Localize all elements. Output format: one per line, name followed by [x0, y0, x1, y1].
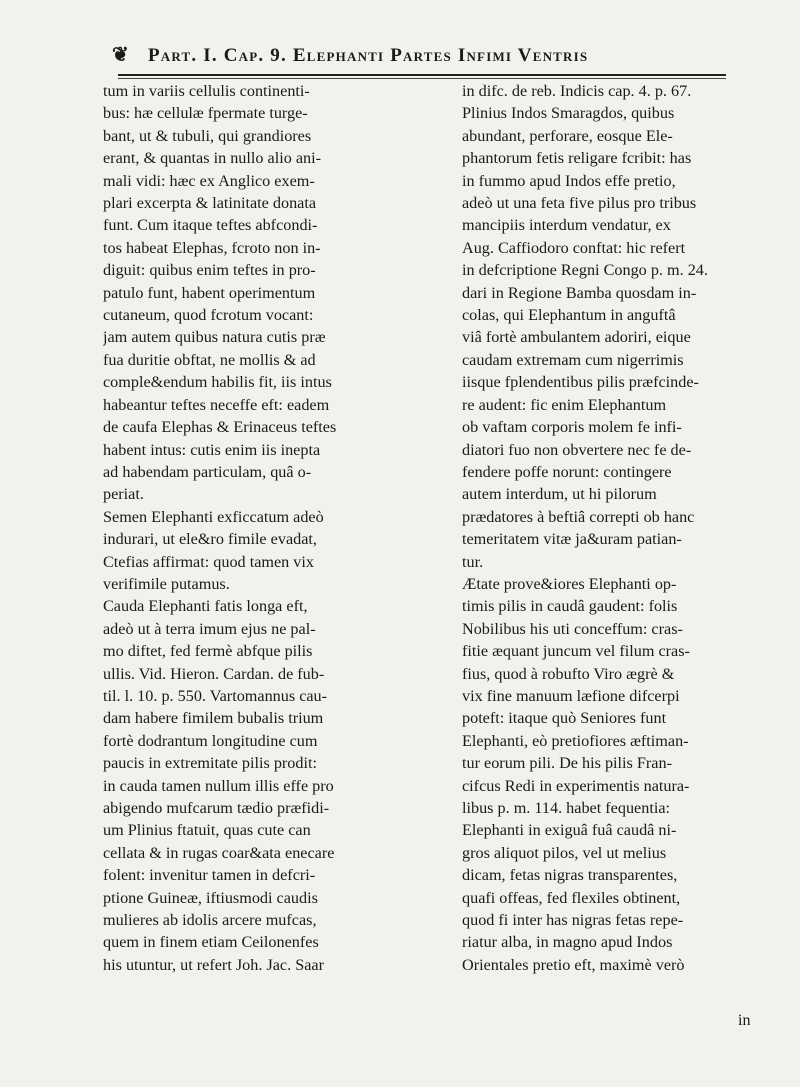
- text-line: Ctefias affirmat: quod tamen vix: [103, 552, 314, 571]
- text-line: timis pilis in caudâ gaudent: folis: [462, 597, 678, 616]
- text-line: fendere poffe norunt: contingere: [462, 462, 672, 481]
- text-line: prædatores à beftiâ correpti ob hanc: [462, 507, 695, 526]
- text-line: verifimile putamus.: [103, 574, 230, 593]
- text-line: funt. Cum itaque teftes abfcondi-: [103, 216, 318, 235]
- text-line: quem in finem etiam Ceilonenfes: [103, 933, 319, 952]
- text-line: ptione Guineæ, iftiusmodi caudis: [103, 888, 318, 907]
- text-line: fortè dodrantum longitudine cum: [103, 731, 318, 750]
- left-column: [103, 80, 423, 976]
- text-line: plari excerpta & latinitate donata: [103, 194, 317, 213]
- text-line: periat.: [103, 485, 144, 504]
- text-line: mancipiis interdum vendatur, ex: [462, 216, 671, 235]
- text-line: Ætate prove&iores Elephanti op-: [462, 574, 677, 593]
- text-line: habeantur teftes neceffe eft: eadem: [103, 395, 330, 414]
- text-line: mulieres ab idolis arcere mufcas,: [103, 911, 317, 930]
- text-line: dicam, fetas nigras transparentes,: [462, 866, 678, 885]
- text-line: cellata & in rugas coar&ata enecare: [103, 843, 335, 862]
- text-line: mo diftet, fed fermè abfque pilis: [103, 642, 313, 661]
- text-line: abigendo mufcarum tædio præfidi-: [103, 799, 330, 817]
- text-line: erant, & quantas in nullo alio ani-: [103, 149, 322, 168]
- text-line: quafi offeas, fed flexiles obtinent,: [462, 888, 681, 907]
- text-line: fitie æquant juncum vel filum cras-: [462, 642, 690, 661]
- text-line: indurari, ut ele&ro fimile evadat,: [103, 530, 317, 549]
- text-line: libus p. m. 114. habet fequentia:: [462, 799, 670, 817]
- text-line: dari in Regione Bamba quosdam in-: [462, 283, 697, 302]
- text-line: vix fine manuum læfione difcerpi: [462, 686, 680, 705]
- text-line: quod fi inter has nigras fetas repe-: [462, 911, 684, 930]
- text-line: tum in variis cellulis continenti-: [103, 82, 310, 100]
- text-line: Nobilibus his uti conceffum: cras-: [462, 619, 683, 638]
- text-line: folent: invenitur tamen in defcri-: [103, 866, 316, 885]
- text-line: patulo funt, habent operimentum: [103, 283, 316, 302]
- text-line: in difc. de reb. Indicis cap. 4. p. 67.: [462, 82, 692, 100]
- text-line: re audent: fic enim Elephantum: [462, 395, 667, 414]
- text-line: bant, ut & tubuli, qui grandiores: [103, 126, 312, 145]
- text-line: Semen Elephanti exficcatum adeò: [103, 507, 324, 526]
- text-line: cifcus Redi in experimentis natura-: [462, 776, 690, 795]
- text-line: Aug. Caffiodoro conftat: hic refert: [462, 238, 686, 257]
- text-line: adeò ut à terra imum ejus ne pal-: [103, 619, 316, 638]
- text-line: jam autem quibus natura cutis præ: [103, 328, 326, 347]
- text-line: dam habere fimilem bubalis trium: [103, 709, 324, 728]
- text-line: in cauda tamen nullum illis effe pro: [103, 776, 334, 795]
- text-line: ob vaftam corporis molem fe infi-: [462, 418, 682, 437]
- text-line: de caufa Elephas & Erinaceus teftes: [103, 418, 337, 437]
- text-line: iisque fplendentibus pilis præfcinde-: [462, 373, 699, 392]
- text-line: Cauda Elephanti fatis longa eft,: [103, 597, 308, 616]
- text-line: autem interdum, ut hi pilorum: [462, 485, 657, 504]
- text-line: gros aliquot pilos, vel ut melius: [462, 843, 667, 862]
- text-line: adeò ut una feta five pilus pro tribus: [462, 194, 697, 213]
- text-line: abundant, perforare, eosque Ele-: [462, 126, 673, 145]
- text-line: til. l. 10. p. 550. Vartomannus cau-: [103, 686, 328, 705]
- text-line: comple&endum habilis fit, iis intus: [103, 373, 332, 392]
- text-line: in fummo apud Indos effe pretio,: [462, 171, 676, 190]
- catchword: in: [738, 1012, 751, 1029]
- text-line: Plinius Indos Smaragdos, quibus: [462, 104, 675, 123]
- text-line: cutaneum, quod fcrotum vocant:: [103, 306, 314, 325]
- text-line: tur.: [462, 552, 484, 571]
- ornament-icon: ❦: [112, 44, 130, 66]
- text-line: phantorum fetis religare fcribit: has: [462, 149, 692, 168]
- text-line: diguit: quibus enim teftes in pro-: [103, 261, 316, 280]
- text-line: colas, qui Elephantum in anguftâ: [462, 306, 676, 325]
- text-line: fius, quod à robufto Viro ægrè &: [462, 664, 675, 683]
- text-line: riatur alba, in magno apud Indos: [462, 933, 673, 952]
- text-line: fua duritie obftat, ne mollis & ad: [103, 350, 316, 369]
- right-column: [462, 80, 777, 976]
- text-line: tos habeat Elephas, fcroto non in-: [103, 238, 321, 257]
- text-line: bus: hæ cellulæ fpermate turge-: [103, 104, 308, 123]
- header-rule: [118, 74, 726, 79]
- text-line: in defcriptione Regni Congo p. m. 24.: [462, 261, 708, 280]
- text-line: Elephanti, eò pretiofiores æftiman-: [462, 731, 689, 750]
- text-line: diatori fuo non obvertere nec fe de-: [462, 440, 692, 459]
- text-line: viâ fortè ambulantem adoriri, eique: [462, 328, 691, 347]
- running-header: [112, 42, 732, 72]
- text-line: paucis in extremitate pilis prodit:: [103, 754, 317, 773]
- text-line: Orientales pretio eft, maximè verò: [462, 955, 685, 974]
- text-line: mali vidi: hæc ex Anglico exem-: [103, 171, 315, 190]
- text-line: poteft: itaque quò Seniores funt: [462, 709, 667, 728]
- text-line: caudam extremam cum nigerrimis: [462, 350, 684, 369]
- page-title: Part. I. Cap. 9. Elephanti Partes Infimi Ventris: [147, 45, 589, 66]
- text-line: um Plinius ftatuit, quas cute can: [103, 821, 311, 840]
- text-line: tur eorum pili. De his pilis Fran-: [462, 754, 672, 773]
- text-line: temeritatem vitæ ja&uram patian-: [462, 530, 682, 549]
- text-line: Elephanti in exiguâ fuâ caudâ ni-: [462, 821, 677, 840]
- text-line: his utuntur, ut refert Joh. Jac. Saar: [103, 955, 324, 974]
- text-line: ad habendam particulam, quâ o-: [103, 462, 312, 481]
- text-line: habent intus: cutis enim iis inepta: [103, 440, 321, 459]
- text-line: ullis. Vid. Hieron. Cardan. de fub-: [103, 664, 325, 683]
